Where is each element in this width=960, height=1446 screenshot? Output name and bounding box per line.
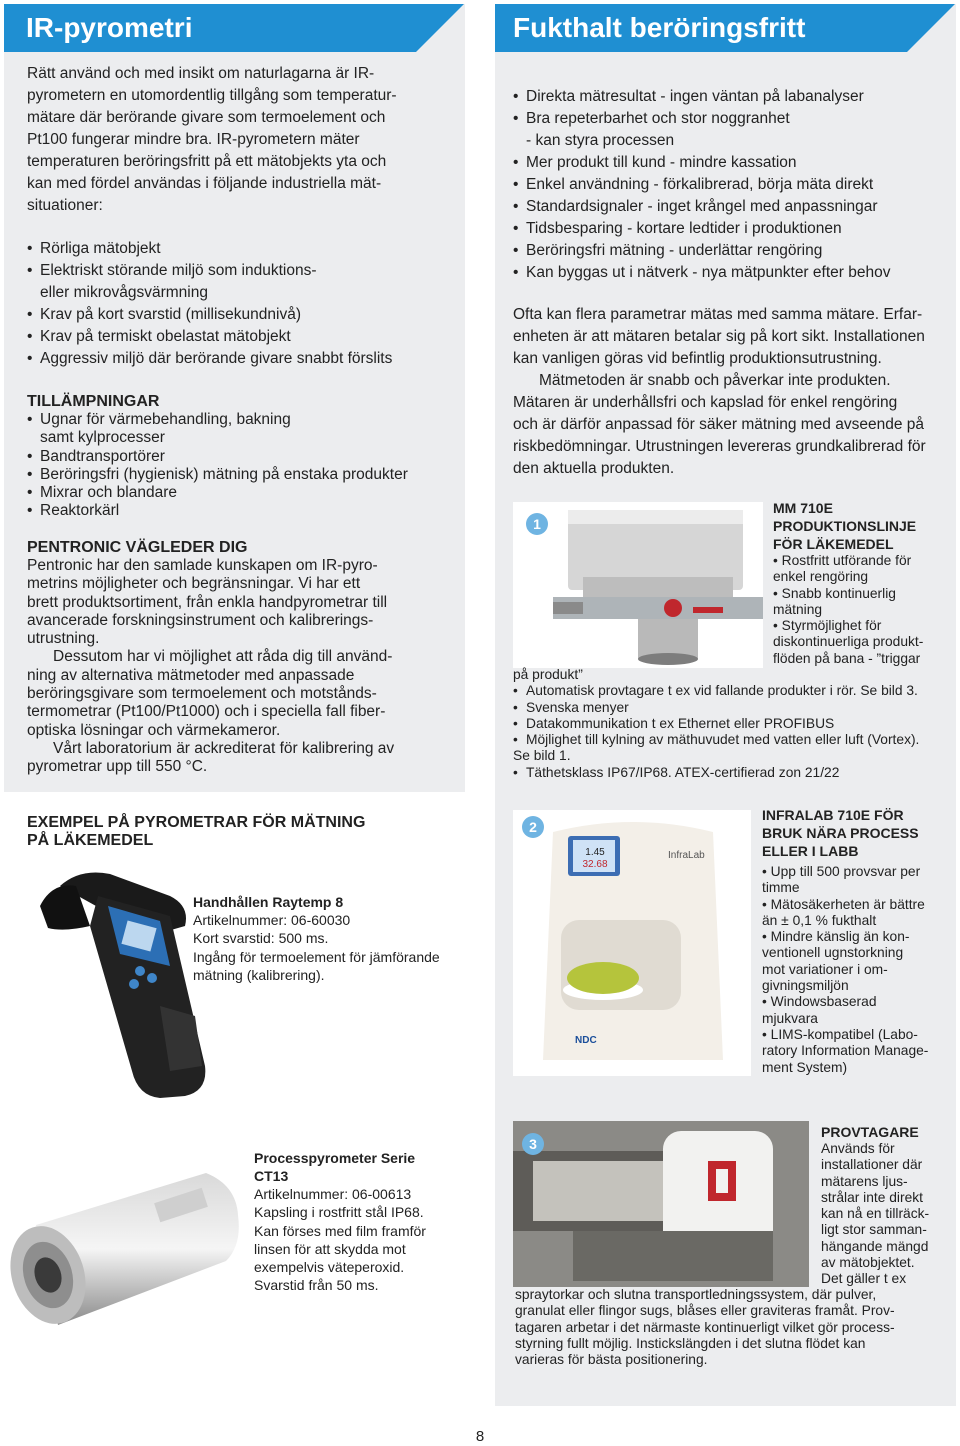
ct13-caption [254,1149,464,1295]
mm710e-line: • Rostfritt utförande för [773,553,912,568]
provtagare-line: spraytorkar och slutna transportledningssystem, där pulver, [515,1287,877,1302]
infralab-heading: ELLER I LABB [762,843,859,859]
ct13-title: CT13 [254,1168,289,1184]
infralab-heading: BRUK NÄRA PROCESS [762,825,919,841]
mm710e-heading: MM 710E [773,500,833,516]
ct13-line: Kapsling i rostfritt stål IP68. [254,1204,424,1221]
infralab-line: • Mindre känslig än kon- [762,929,910,945]
para-line: riskbedömningar. Utrustningen levereras grundkalibrerad för [513,438,926,455]
provtagare-bottom-text [515,1287,955,1368]
infralab-line: mot variationer i om- [762,961,888,977]
mm710e-line: Se bild 1. [513,748,571,764]
ct13-title: Processpyrometer Serie [254,1150,416,1166]
page-number: 8 [475,1428,485,1445]
guide-line: optiska lösningar och värmekameror. [27,721,281,739]
list-item: • Reaktorkärl [27,502,459,520]
provtagare-line: strålar inte direkt [821,1189,923,1205]
list-item: • Svenska menyer [513,700,953,716]
list-item: • Kan byggas ut i nätverk - nya mätpunkter efter behov [513,262,953,284]
screen-value: 1.45 [585,847,605,858]
infralab-line: ratory Information Manage- [762,1043,929,1059]
guide-heading: PENTRONIC VÄGLEDER DIG [27,539,248,556]
raytemp-line: Artikelnummer: 06-60030 [193,912,351,928]
list-item: samt kylprocesser [40,429,165,447]
title-band-slant [416,4,464,52]
para-line: den aktuella produkten. [513,460,675,477]
infralab-line: mjukvara [762,1010,818,1026]
infralab-line: • Upp till 500 provsvar per [762,864,921,879]
list-item: • Enkel användning - förkalibrerad, börja mäta direkt [513,174,953,196]
list-item: - kan styra processen [526,132,675,149]
right-title-band [495,4,907,52]
provtagare-side-text [821,1123,956,1288]
provtagare-line: ligt stor samman- [821,1222,927,1238]
provtagare-photo [513,1121,809,1287]
list-item: • Direkta mätresultat - ingen väntan på labanalyser [513,86,953,108]
mm710e-photo [513,502,763,668]
intro-line: mätare där berörande givare som termoelement och [27,109,386,126]
right-paragraph [513,304,953,480]
left-bullet-list [27,238,459,370]
screen-value: 32.68 [582,859,608,870]
provtagare-line: installationer där [821,1157,923,1173]
raytemp-line: Kort svarstid: 500 ms. [193,930,329,947]
list-item: eller mikrovågsvärmning [40,284,208,301]
list-item: • Aggressiv miljö där berörande givare snabbt förslits [27,348,459,370]
mm710e-line: enkel rengöring [773,569,869,585]
para-line: Mätaren är underhållsfri och kapslad för enkel rengöring [513,394,898,411]
mm710e-line: diskontinuerliga produkt- [773,634,924,650]
ct13-line: exempelvis väteperoxid. [254,1259,405,1276]
intro-line: situationer: [27,197,103,214]
mm710e-heading: FÖR LÄKEMEDEL [773,536,894,552]
infralab-line: ment System) [762,1059,848,1075]
provtagare-image [513,1121,809,1287]
infralab-line: än ± 0,1 % fukthalt [762,912,877,928]
mm710e-bullets [513,683,953,748]
mm710e-image [513,502,763,668]
list-item: • Bra repeterbarhet och stor noggranhet [513,108,953,130]
list-item: • Automatisk provtagare t ex vid fallande produkter i rör. Se bild 3. [513,683,953,699]
list-item: • Krav på termiskt obelastat mätobjekt [27,326,459,348]
ct13-image [6,1165,246,1335]
para-line: och är därför anpassad för säker mätning med avseende på [513,416,924,433]
ct13-line: Svarstid från 50 ms. [254,1277,379,1294]
infralab-line: • Windowsbaserad [762,994,877,1010]
photo-number-badge: 3 [522,1133,544,1155]
list-item: • Mer produkt till kund - mindre kassation [513,152,953,174]
examples-heading-line: PÅ LÄKEMEDEL [27,832,154,849]
infralab-line: • LIMS-kompatibel (Labo- [762,1026,918,1042]
infralab-line: givningsmiljön [762,978,849,994]
intro-line: temperaturen beröringsfritt på ett mätobjekts yta och [27,153,387,170]
infralab-line: timme [762,880,800,896]
mm710e-line: • Snabb kontinuerlig [773,585,896,601]
infralab-heading: INFRALAB 710E FÖR [762,807,904,823]
list-item: • Bandtransportörer [27,448,459,466]
examples-heading-line: EXEMPEL PÅ PYROMETRAR FÖR MÄTNING [27,814,366,831]
infralab-line: ventionell ugnstorkning [762,945,904,961]
guide-line: metrins möjligheter och begränsningar. Vi har ett [27,575,361,593]
applications-section [27,393,459,521]
para-line: enheten är att mätaren betalar sig på kort sikt. Installationen [513,328,925,345]
mm710e-line: mätning [773,601,823,617]
provtagare-line: styrning fullt möjlig. Instickslängden i det slutna flödet kan [515,1335,866,1351]
ct13-line: linsen för att skydda mot [254,1240,406,1257]
right-title: Fukthalt beröringsfritt [513,12,806,43]
list-item: • Tidsbesparing - kortare ledtider i produktionen [513,218,953,240]
guide-line: avancerade forskningsinstrument och kalibrerings- [27,611,374,629]
list-item: • Krav på kort svarstid (millisekundnivå) [27,304,459,326]
list-item: • Täthetsklass IP67/IP68. ATEX-certifierad zon 21/22 [513,765,953,781]
mm710e-heading: PRODUKTIONSLINJE [773,518,917,534]
raytemp-image [20,866,220,1106]
provtagare-line: mätarens ljus- [821,1173,908,1189]
applications-heading: TILLÄMPNINGAR [27,393,160,410]
provtagare-line: hängande mängd [821,1238,929,1254]
list-item: • Möjlighet till kylning av mäthuvudet med vatten eller luft (Vortex). [513,732,953,748]
list-item: • Ugnar för värmebehandling, bakning [27,411,459,429]
photo-number-badge: 1 [526,513,548,535]
list-item: • Elektriskt störande miljö som induktions- [27,260,459,282]
list-item: • Datakommunikation t ex Ethernet eller PROFIBUS [513,716,953,732]
list-item: • Mixrar och blandare [27,484,459,502]
mm710e-side-text [773,499,958,667]
para-line: Ofta kan flera parametrar mätas med samma mätare. Erfar- [513,306,923,323]
guide-line: termometrar (Pt100/Pt1000) och i speciella fall fiber- [27,703,386,721]
para-line: kan vanligen göras vid befintlig produktionsutrustning. [513,350,882,367]
list-item: • Standardsignaler - inget krångel med anpassningar [513,196,953,218]
guide-section [27,539,459,777]
left-title: IR-pyrometri [26,12,193,43]
list-item: • Beröringsfri mätning - underlättar rengöring [513,240,953,262]
left-title-band [4,4,416,52]
applications-list [27,411,459,521]
intro-line: pyrometern en utomordentlig tillgång som temperatur- [27,87,397,104]
mm710e-line: flöden på bana - ”triggar [773,650,921,666]
guide-line: utrustning. [27,630,100,648]
examples-heading [27,814,457,850]
raytemp-title: Handhållen Raytemp 8 [193,894,344,910]
right-bullet-list [513,86,953,284]
ct13-line: Artikelnummer: 06-00613 [254,1186,412,1202]
left-intro [27,63,457,217]
provtagare-line: av mätobjektet. [821,1255,915,1271]
mm710e-bullets [513,765,953,781]
title-band-slant [907,4,955,52]
provtagare-line: varieras för bästa positionering. [515,1352,708,1368]
provtagare-line: tagaren arbetar i det närmaste kontinuerligt vilket gör process- [515,1319,895,1335]
list-item: • Beröringsfri (hygienisk) mätning på enstaka produkter [27,466,459,484]
provtagare-line: Det gäller t ex [821,1271,907,1287]
intro-line: kan med fördel användas i följande industriella mät- [27,175,382,192]
provtagare-line: Används för [821,1141,895,1156]
ct13-line: Kan förses med film framför [254,1222,426,1239]
photo-number-badge: 2 [522,816,544,838]
guide-line: Vårt laboratorium är ackrediterat för kalibrering av [53,739,395,757]
mm710e-line: • Styrmöjlighet för [773,618,882,634]
provtagare-heading: PROVTAGARE [821,1124,919,1140]
provtagare-line: granulat eller flingor sugs, blåses eller graviteras framåt. Prov- [515,1303,895,1319]
mm710e-bottom-text [513,667,953,781]
intro-line: Rätt använd och med insikt om naturlagarna är IR- [27,65,375,82]
raytemp-caption [193,893,463,984]
guide-line: beröringsgivare som termoelement och motstånds- [27,685,377,703]
provtagare-line: kan nå en tillräck- [821,1206,930,1222]
guide-line: pyrometrar upp till 550 °C. [27,758,208,776]
infralab-side-text [762,806,954,1076]
infralab-line: • Mätosäkerheten är bättre [762,896,925,912]
intro-line: Pt100 fungerar mindre bra. IR-pyrometern mäter [27,131,360,148]
brand-label: InfraLab [668,850,705,861]
mm710e-cont: på produkt” [513,667,583,682]
guide-line: Dessutom har vi möjlighet att råda dig till använd- [53,648,393,666]
ndc-logo: NDC [575,1035,597,1046]
infralab-image [513,810,751,1076]
raytemp-line: Ingång för termoelement för jämförande [193,948,440,965]
guide-line: brett produktsortiment, från enkla handpyrometrar till [27,593,388,611]
infralab-photo [513,810,751,1076]
para-line: Mätmetoden är snabb och påverkar inte produkten. [539,372,891,389]
guide-line: Pentronic har den samlade kunskapen om IR-pyro- [27,557,378,574]
list-item: • Rörliga mätobjekt [27,238,459,260]
raytemp-line: mätning (kalibrering). [193,966,325,983]
guide-line: ning av alternativa mätmetoder med anpassade [27,666,355,684]
